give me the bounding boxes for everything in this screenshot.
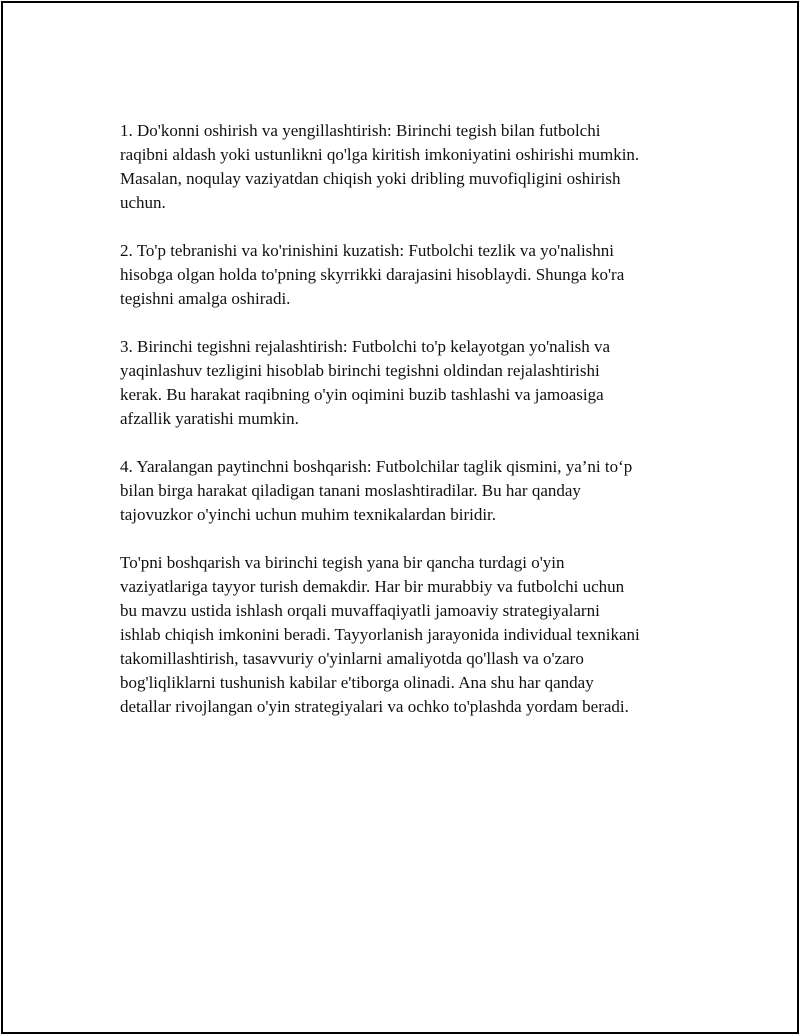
paragraph-4: 4. Yaralangan paytinchni boshqarish: Futbolchilar taglik qismini, ya’ni to‘p bilan birga harakat qiladigan tanani moslashtiradilar. Bu har qanday tajovuzkor o'yinchi uchun muhim texnikalardan biridir. [120,457,633,524]
page-frame [1,1,799,1034]
paragraph-1: 1. Do'konni oshirish va yengillashtirish: Birinchi tegish bilan futbolchi raqibni aldash yoki ustunlikni qo'lga kiritish imkoniyatini oshirishi mumkin. Masalan, noqulay vaziyatdan chiqish yoki dribling muvofiqligini oshirish uchun. [120,121,640,212]
paragraph-5: To'pni boshqarish va birinchi tegish yana bir qancha turdagi o'yin vaziyatlariga tayyor turish demakdir. Har bir murabbiy va futbolchi uchun bu mavzu ustida ishlash orqali muvaffaqiyatli jamoaviy strategiyalarni ishlab chiqish imkonini beradi. Tayyorlanish jarayonida individual texnikani takomillashtirish, tasavvuriy o'yinlarni amaliyotda qo'llash va o'zaro bog'liqliklarni tushunish kabilar e'tiborga olinadi. Ana shu har qanday detallar rivojlangan o'yin strategiyalari va ochko to'plashda yordam beradi. [120,553,640,716]
paragraph-3: 3. Birinchi tegishni rejalashtirish: Futbolchi to'p kelayotgan yo'nalish va yaqinlashuv tezligini hisoblab birinchi tegishni oldindan rejalashtirishi kerak. Bu harakat raqibning o'yin oqimini buzib tashlashi va jamoasiga afzallik yaratishi mumkin. [120,337,611,428]
paragraph-2: 2. To'p tebranishi va ko'rinishini kuzatish: Futbolchi tezlik va yo'nalishni hisobga olgan holda to'pning skyrrikki darajasini hisoblaydi. Shunga ko'ra tegishni amalga oshiradi. [120,241,625,308]
document-body [120,119,710,743]
